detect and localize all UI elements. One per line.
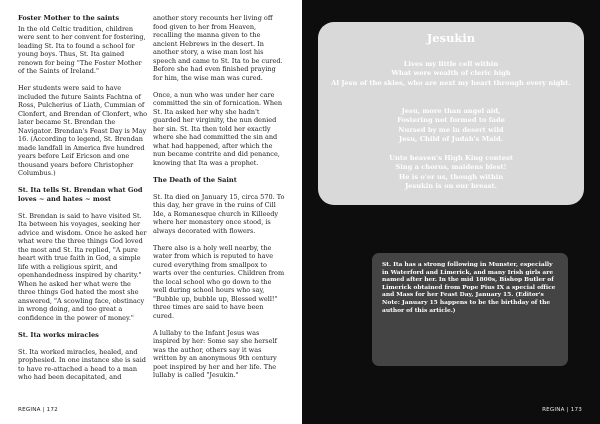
page-number-left: REGINA | 172 xyxy=(18,407,58,413)
poem-title: Jesukin xyxy=(426,31,476,45)
poem-stanza xyxy=(318,154,584,192)
body-paragraph: In the old Celtic tradition, children were sent to her convent for fostering, leading St. Ita to found a school for young boys. Thus, St. Ita gained renown for being "The Foster Mother of the Saints of Ireland." xyxy=(18,24,146,75)
poem-line: Sing a chorus, maidens blest! xyxy=(395,163,507,172)
poem-line: Nursed by me in desert wild xyxy=(398,125,504,134)
section-heading: St. Ita tells St. Brendan what God loves ~ and hates ~ most xyxy=(18,186,143,203)
body-paragraph: another story recounts her living off food given to her from Heaven, recalling the manna given to the ancient Hebrews in the desert. In another story, a wise man lost his speech and came to St. Ita to be cured. Before she had even finished praying for him, the wise man was cured. xyxy=(153,14,283,82)
sidebar-note: St. Ita has a strong following in Munster, especially in Waterford and Limerick, and many Irish girls are named after her. In the mid 1800s, Bishop Butler of Limerick obtained from Pope Pius IX a special office and Mass for her Feast Day, January 15. (Editor's Note: January 15 happens to be the birthday of the author of this article.) xyxy=(372,253,568,366)
page-number-right: REGINA | 173 xyxy=(542,407,582,413)
body-paragraph: St. Ita died on January 15, circa 570. To this day, her grave in the ruins of Cill Ide, a Romanesque church in Killeedy where her monastery once stood, is always decorated with flowers. xyxy=(153,192,285,235)
poem-line: Fostering not formed to fade xyxy=(397,116,505,125)
section-heading: Foster Mother to the saints xyxy=(18,14,120,22)
right-page xyxy=(302,0,600,424)
left-column xyxy=(18,14,150,390)
poem-line: He is o'er us, though within xyxy=(398,172,504,181)
body-paragraph: There also is a holy well nearby, the water from which is reputed to have cured everything from smallpox to warts over the centuries. Children from the local school who go down to the well during school hours who say, "Bubble up, bubble up, Blessed well!" three times are said to have been cured. xyxy=(153,243,285,320)
poem-line: Unto heaven's High King contest xyxy=(389,154,513,162)
poem-line: Lives my little cell within xyxy=(403,60,499,68)
section-heading: The Death of the Saint xyxy=(153,175,237,184)
body-paragraph: A lullaby to the Infant Jesus was inspired by her: Some say she herself was the author, others say it was written by an anonymous 9th century poet inspired by her and her life. The lullaby is called "Jesukin." xyxy=(153,328,277,379)
section-heading: St. Ita works miracles xyxy=(18,330,99,339)
poem-line: What were wealth of cleric high xyxy=(391,69,511,78)
poem-line: Jesu, Child of Judah's Maid. xyxy=(399,135,503,144)
poem-stanza xyxy=(318,60,584,88)
body-paragraph: Her students were said to have included the future Saints Fachtna of Ross, Pulcherius of Liath, Cummian of Clonfert, and Brendan of Clonfert, who later became St. Brendan the Navigator. Brendan's Feast Day is May 16. (According to legend, St. Brendan made landfall in America five hundred years before Leif Ericson and one thousand years before Christopher Columbus.) xyxy=(18,84,148,177)
poem-line: Al Jesu of the skies, who are next my heart through every night. xyxy=(331,78,571,87)
poem-line: Jesukin is on our breast. xyxy=(405,182,497,191)
poem-stanza xyxy=(318,107,584,145)
poem-box xyxy=(318,22,584,205)
right-column xyxy=(153,14,285,388)
body-paragraph: Once, a nun who was under her care committed the sin of fornication. When St. Ita asked her why she hadn't guarded her virginity, the nun denied her sin. St. Ita then told her exactly where she had committed the sin and what had happened, after which the nun became contrite and did penance, knowing that Ita was a prophet. xyxy=(153,90,283,167)
poem-line: Jesu, more than angel aid, xyxy=(401,107,501,115)
body-paragraph: St. Ita worked miracles, healed, and prophesied. In one instance she is said to have re-attached a head to a man who had been decapitated, and xyxy=(18,347,146,381)
body-paragraph: St. Brendan is said to have visited St. Ita between his voyages, seeking her advice and wisdom. Once he asked her what were the three things God loved the most and St. Ita replied, "A pure heart with true faith in God, a simple life with a religious spirit, and openhandedness inspired by charity." When he asked her what were the three things God hated the most she answered, "A scowling face, obstinacy in wrong doing, and too great a confidence in the power of money." xyxy=(18,211,147,322)
